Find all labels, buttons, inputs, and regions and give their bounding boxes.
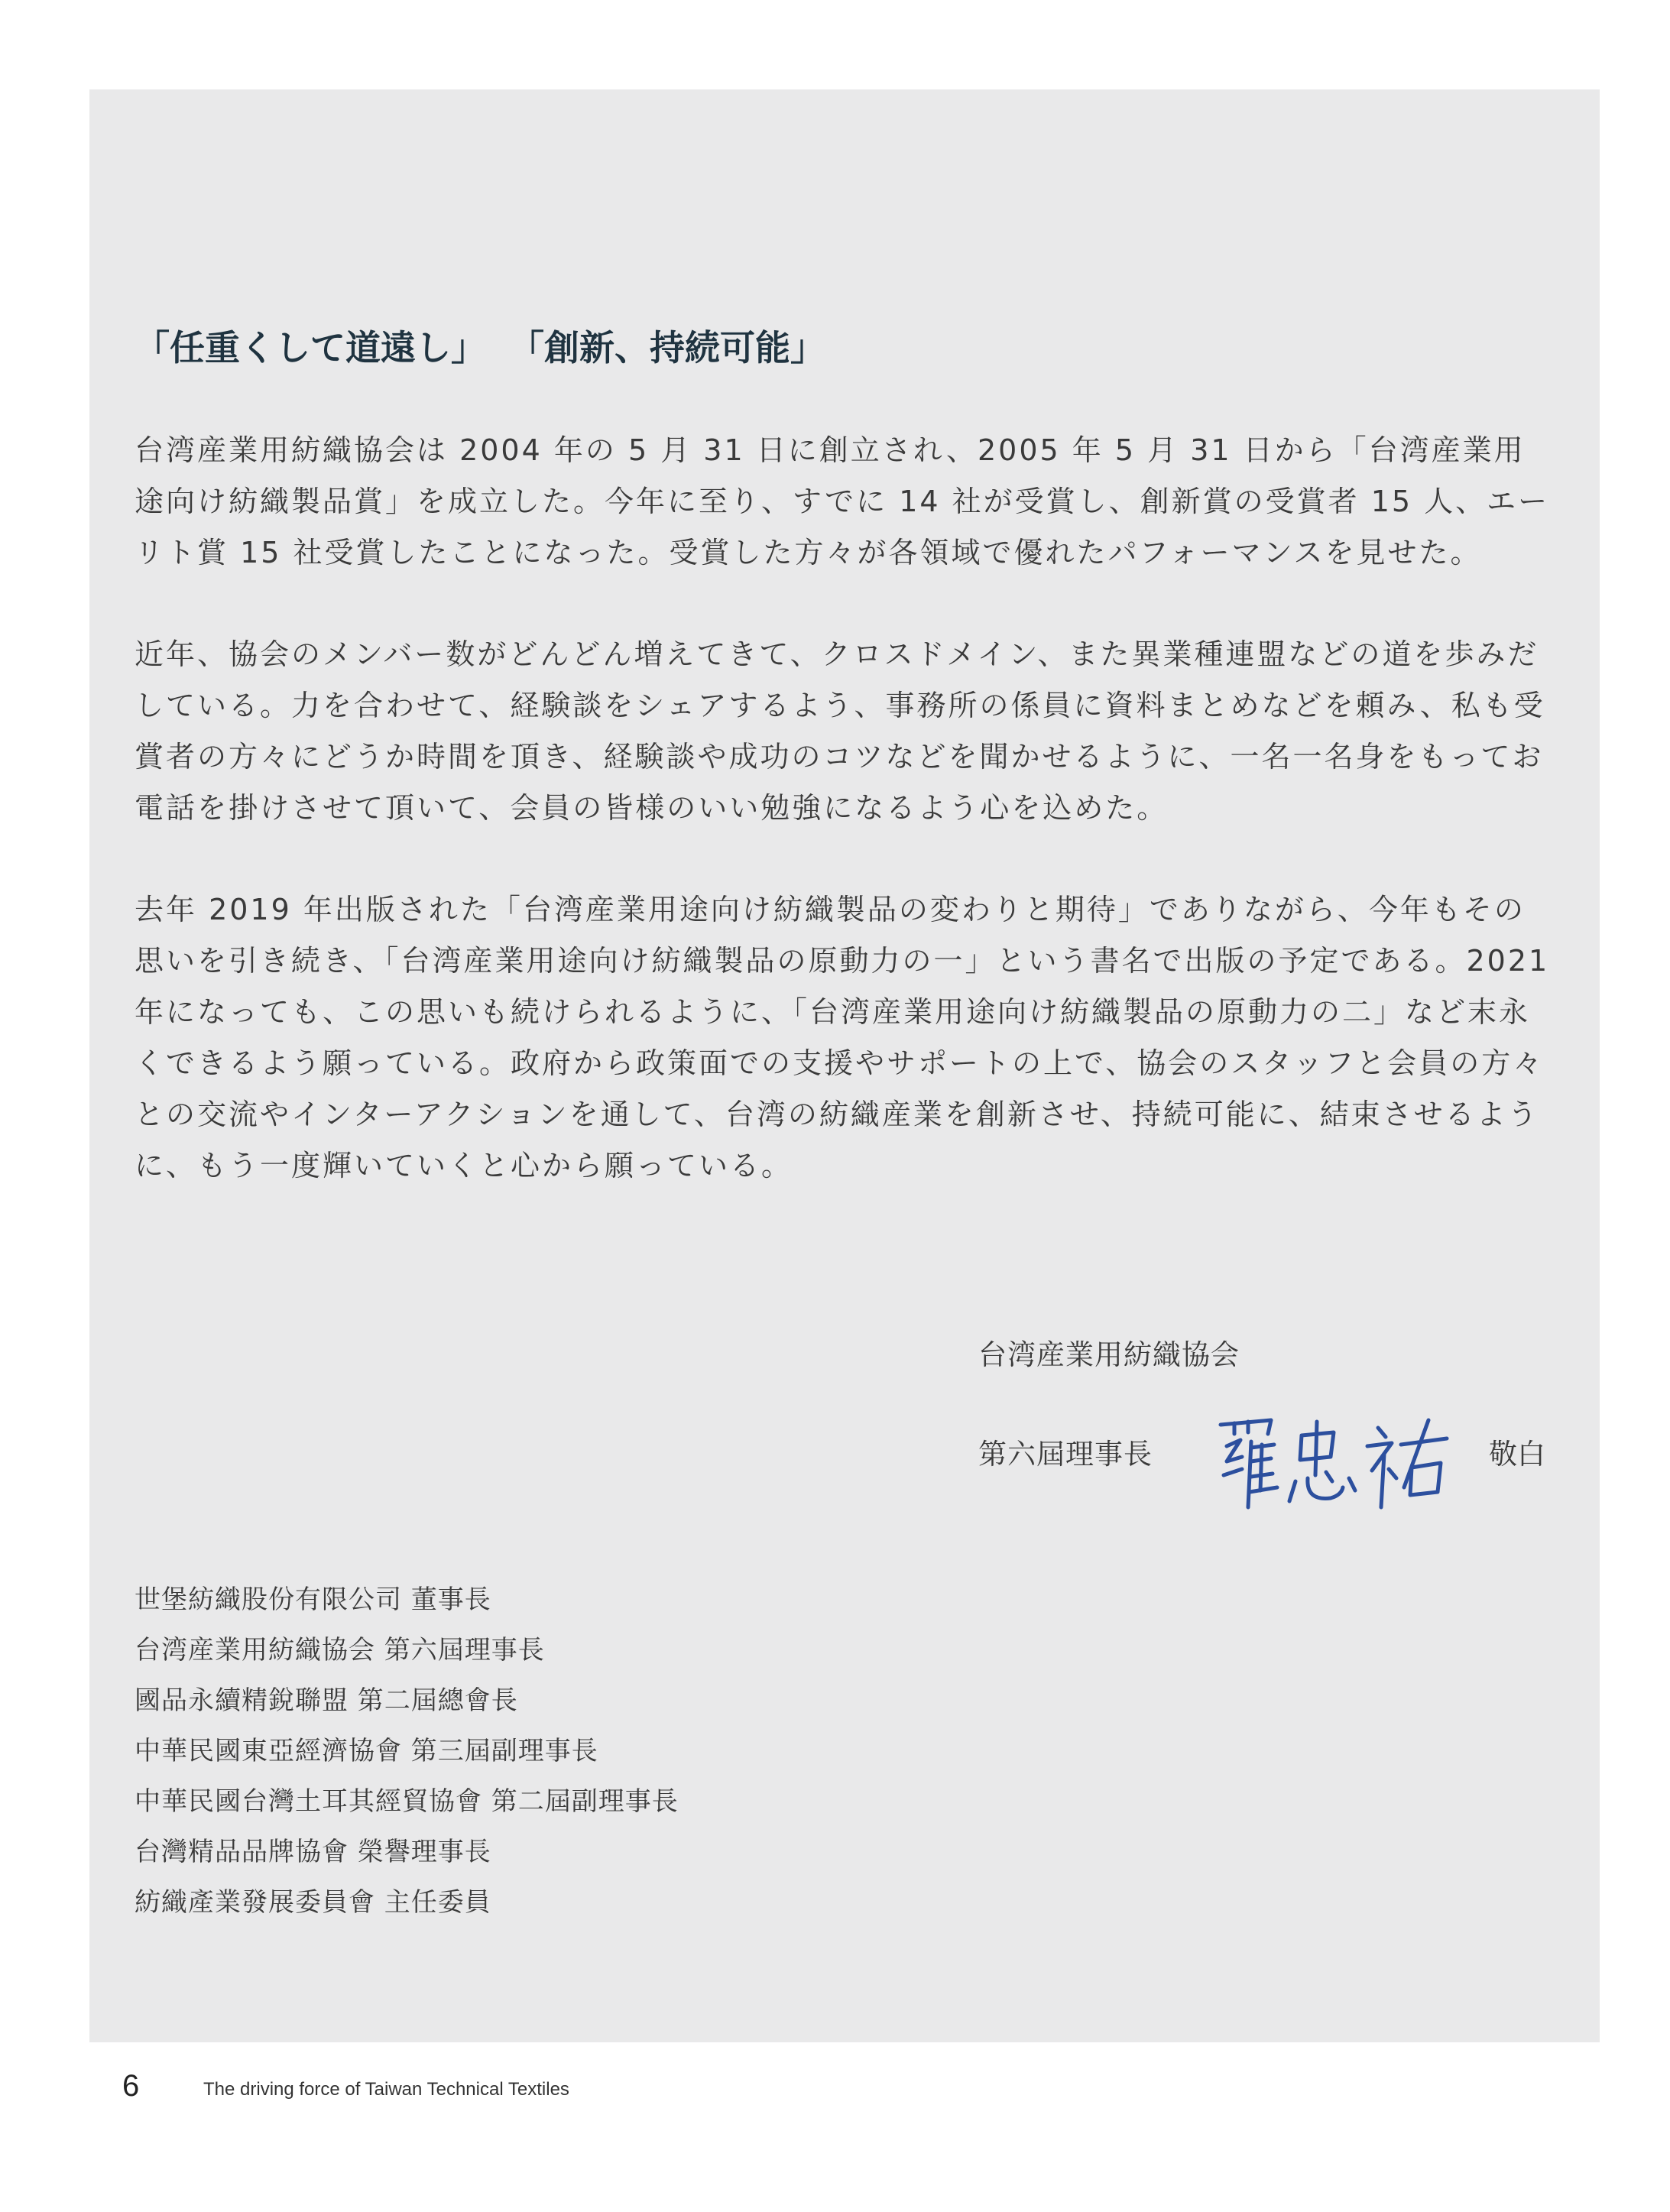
signoff-organization: 台湾産業用紡織協会	[978, 1338, 1240, 1371]
positions-list	[135, 1575, 679, 1928]
paragraph-2: 近年、協会のメンバー数がどんどん増えてきて、クロスドメイン、また異業種連盟などの道を歩みだしている。力を合わせて、経験談をシェアするよう、事務所の係員に資料まとめなどを頼み、私も受賞者の方々にどうか時間を頂き、経験談や成功のコツなどを聞かせるように、一名一名身をもってお電話を掛けさせて頂いて、会員の皆様のいい勉強になるよう心を込めた。	[135, 637, 1545, 825]
heading-part-2: 「創新、持続可能」	[509, 327, 825, 368]
signoff-closing: 敬白	[1489, 1438, 1545, 1471]
page-heading	[135, 327, 825, 368]
message-body	[135, 425, 1556, 1192]
position-item: 國品永續精銳聯盟 第二屆總會長	[135, 1685, 518, 1716]
position-item: 台湾産業用紡織協会 第六屆理事長	[135, 1635, 545, 1665]
signoff-title: 第六屆理事長	[978, 1438, 1153, 1471]
paragraph-1: 台湾産業用紡織協会は 2004 年の 5 月 31 日に創立され、2005 年 5 月 31 日から「台湾産業用途向け紡織製品賞」を成立した。今年に至り、すでに 14 社が受賞し、創新賞の受賞者 15 人、エーリト賞 15 社受賞したことになった。受賞した方々が各領域で優れたパフォーマンスを見せた。	[135, 433, 1550, 569]
footer-publication-title: The driving force of Taiwan Technical Textiles	[203, 2079, 569, 2100]
position-item: 中華民國台灣土耳其經貿協會 第二屆副理事長	[135, 1786, 679, 1817]
page-number: 6	[122, 2069, 140, 2103]
heading-part-1: 「任重くして道遠し」	[135, 327, 486, 368]
position-item: 世堡紡織股份有限公司 董事長	[135, 1584, 491, 1615]
position-item: 台灣精品品牌協會 榮譽理事長	[135, 1837, 491, 1867]
handwritten-signature	[1204, 1408, 1464, 1515]
position-item: 中華民國東亞經濟協會 第三屆副理事長	[135, 1736, 598, 1766]
paragraph-3: 去年 2019 年出版された「台湾産業用途向け紡織製品の変わりと期待」でありながら、今年もその思いを引き続き、「台湾産業用途向け紡織製品の原動力の一」という書名で出版の予定である。2021 年になっても、この思いも続けられるように、「台湾産業用途向け紡織製品の原動力の二」など末永くできるよう願っている。政府から政策面での支援やサポートの上で、協会のスタッフと会員の方々との交流やインターアクションを通して、台湾の紡織産業を創新させ、持続可能に、結束させるように、もう一度輝いていくと心から願っている。	[135, 893, 1550, 1182]
position-item: 紡織產業發展委員會 主任委員	[135, 1887, 491, 1918]
